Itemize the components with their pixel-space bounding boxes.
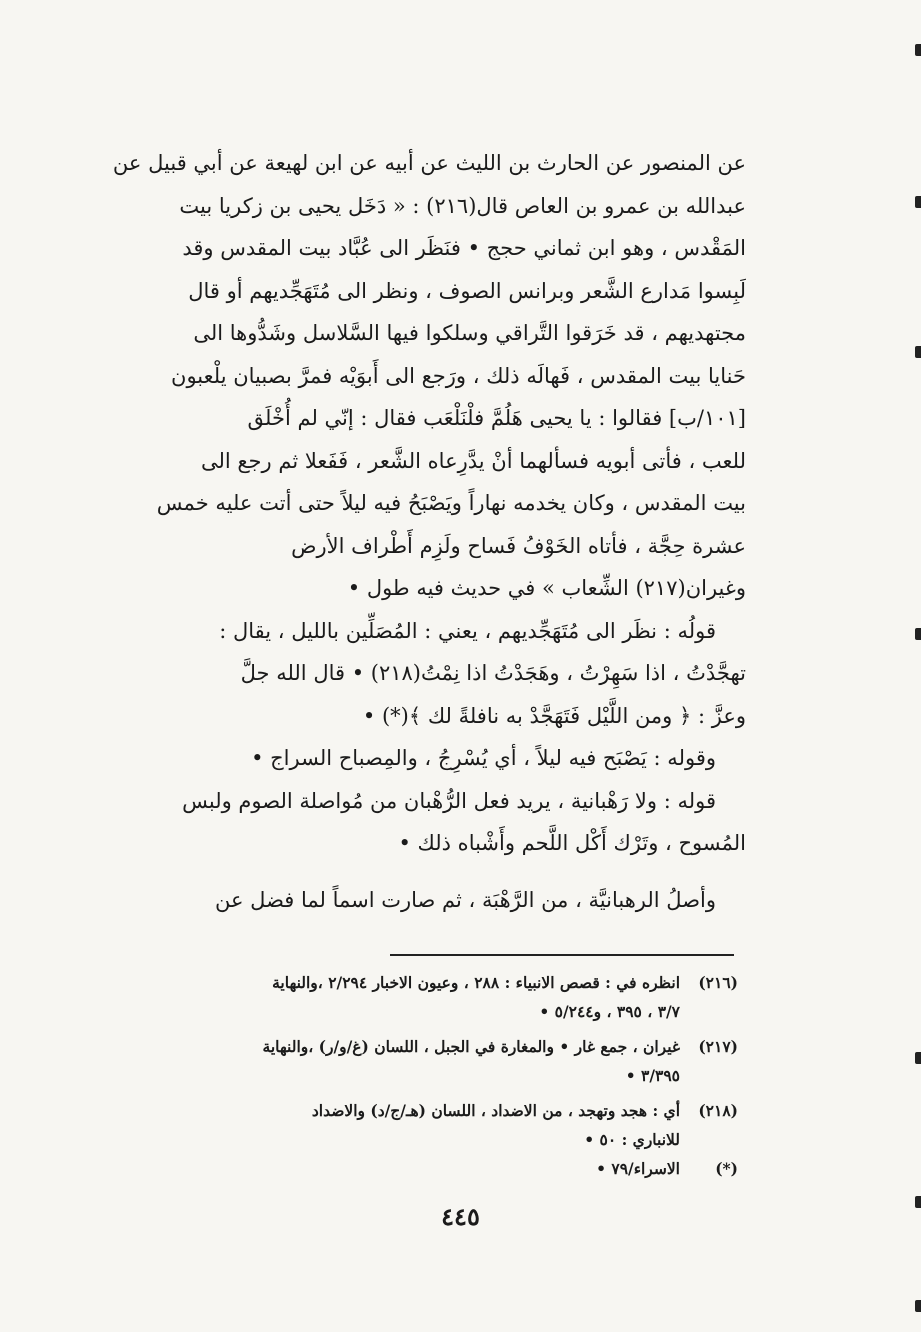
text-line: [١٠١/ب] فقالوا : يا يحيى هَلُمَّ فلْنَلْعَب فقال : إنّي لم أُخْلَق [247,406,746,430]
footnote-number: (٢١٨) [698,1101,738,1120]
edge-mark [915,1196,921,1208]
footnote-text: ٣/٣٩٥ • [625,1066,680,1085]
text-line: قوله : ولا رَهْبانية ، يريد فعل الرُّهْبان من مُواصلة الصوم ولبس [182,788,716,813]
text-line: وقوله : يَصْبَح فيه ليلاً ، أي يُسْرِجُ ، والمِصباح السراج • [251,746,716,770]
text-line: وغيران(٢١٧) الشِّعاب » في حديث فيه طول • [347,576,746,600]
text-line: مجتهديهم ، قد خَرَقوا التَّراقي وسلكوا فيها السَّلاسل وشَدُّوها الى [193,321,746,345]
text-line: بيت المقدس ، وكان يخدمه نهاراً ويَصْبَحُ فيه ليلاً حتى أتت عليه خمس [156,491,746,515]
footnote-text: للانباري : ٥٠ • [584,1130,680,1149]
text-line: قولُه : نظَر الى مُتَهَجِّديهم ، يعني : المُصَلِّين بالليل ، يقال : [219,618,716,643]
page-number: ٤٤٥ [441,1202,480,1231]
footnote-text: ٣/٧ ، ٣٩٥ ، و٥/٢٤٤ • [539,1002,680,1021]
text-line: المُسوح ، وتَرْك أَكْل اللَّحم وأَشْباه ذلك • [398,831,746,855]
edge-mark [915,628,921,640]
footnote-text: أي : هجد وتهجد ، من الاضداد ، اللسان (هـ/ج/د) والاضداد [311,1101,680,1120]
footnote-number: (٢١٦) [698,973,738,992]
text-line: تهجَّدْتُ ، اذا سَهِرْتُ ، وهَجَدْتُ اذا نِمْتُ(٢١٨) • قال الله جلَّ [240,661,746,685]
edge-mark [915,1052,921,1064]
edge-mark [915,346,921,358]
text-line: وأصلُ الرهبانيَّة ، من الرَّهْبَة ، ثم صارت اسماً لما فضل عن [214,887,716,912]
footnote-text: انظره في : قصص الانبياء : ٢٨٨ ، وعيون الاخبار ٢/٢٩٤ ،والنهاية [272,973,680,992]
footnote-divider [390,954,734,956]
footnote-218 [86,1096,738,1125]
text-line: المَقْدس ، وهو ابن ثماني حجج • فنَظَر الى عُبَّاد بيت المقدس وقد [182,236,746,260]
footnotes [86,968,738,1183]
text-line: عن المنصور عن الحارث بن الليث عن أبيه عن ابن لهيعة عن أبي قبيل عن [112,151,746,175]
footnote-text: غيران ، جمع غار • والمغارة في الجبل ، اللسان (غ/و/ر) ،والنهاية [262,1037,680,1056]
text-line: لَبِسوا مَدارع الشَّعر وبرانس الصوف ، ونظر الى مُتَهَجِّديهم أو قال [188,278,746,303]
edge-mark [915,196,921,208]
text-line: حَنايا بيت المقدس ، فَهالَه ذلك ، ورَجع الى أَبوَيْه فمرَّ بصبيان يلْعبون [171,363,746,388]
footnote-star [86,1154,738,1183]
footnote-text: الاسراء/٧٩ • [596,1159,680,1178]
footnote-number: (٢١٧) [698,1037,738,1056]
text-line: وعزَّ : ﴿ ومن اللَّيْل فَتَهَجَّدْ به نافلةً لك ﴾(*) • [362,703,746,728]
footnote-216 [86,968,738,997]
footnote-number: (*) [715,1159,738,1178]
edge-mark [915,44,921,56]
text-line: للعب ، فأتى أبويه فسألهما أنْ يدَّرِعاه الشَّعر ، فَفَعلا ثم رجع الى [200,448,746,473]
footnote-217 [86,1032,738,1061]
text-line: عبدالله بن عمرو بن العاص قال(٢١٦) : « دَخَل يحيى بن زكريا بيت [179,193,746,218]
text-line: عشرة حِجَّة ، فأتاه الخَوْفُ فَساح ولَزِم أَطْراف الأرض [291,533,746,558]
main-text [78,142,746,921]
edge-mark [915,1300,921,1312]
